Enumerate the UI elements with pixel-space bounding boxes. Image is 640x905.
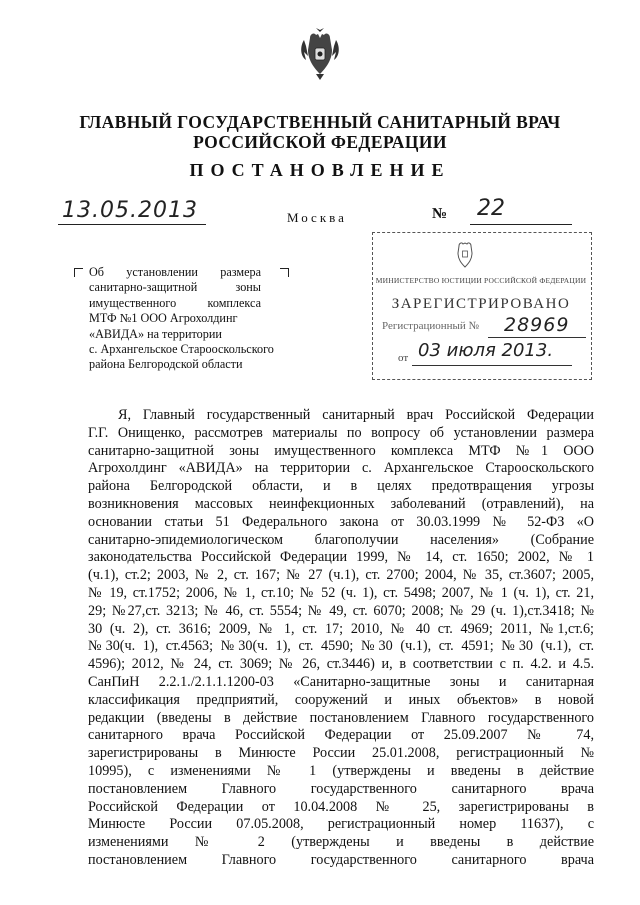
subject-line: МТФ №1 ООО Агрохолдинг: [89, 311, 238, 326]
body-line: возникновения массовых неинфекционных заболеваний (отравлений), на: [88, 495, 594, 512]
body-line: Российской Федерации от 10.04.2008 № 25, зарегистрированы в: [88, 798, 594, 815]
stamp-reg-date: 03 июля 2013.: [418, 340, 554, 361]
body-line: 30 (ч. 2), ст. 3616; 2009, № 1, ст. 17; 2010, № 40 ст. 4969; 2011, №1,ст.6;: [88, 620, 594, 637]
number-underline: [470, 224, 572, 225]
body-line: 29; №27,ст. 3213; № 46, ст. 5554; № 49, ст. 6070; 2008; № 29 (ч. 1),ст.3418; №: [88, 602, 594, 619]
body-line: Г.Г. Онищенко, рассмотрев материалы по вопросу об установлении размера: [88, 424, 594, 441]
body-line: 10995), с изменениями № 1 (утверждены и введены в действие: [88, 762, 594, 779]
document-date: 13.05.2013: [62, 198, 198, 223]
coat-of-arms-icon: [296, 26, 344, 82]
stamp-registered-text: ЗАРЕГИСТРИРОВАНО: [391, 296, 571, 312]
body-line: постановлением Главного государственного санитарного врача: [88, 851, 594, 868]
subject-line: Об установлении размера: [89, 265, 261, 279]
body-line: зарегистрированы в Минюсте России 25.01.2008, регистрационный №: [88, 745, 594, 762]
body-line: № 19, ст.1752; 2006, № 1, ст.10; № 52 (ч. 1), ст. 5498; 2007, № 1 (ч. 1), ст. 21,: [88, 584, 594, 601]
body-line: Минюсте России 07.05.2008, регистрационный номер 11637), с: [88, 816, 594, 833]
body-line: классификация предприятий, сооружений и иных объектов» в новой: [88, 691, 594, 708]
document-type-title: ПОСТАНОВЛЕНИЕ: [189, 160, 451, 180]
stamp-date-underline: [412, 365, 572, 366]
stamp-ministry-text: МИНИСТЕРСТВО ЮСТИЦИИ РОССИЙСКОЙ ФЕДЕРАЦИИ: [375, 276, 587, 285]
authority-title-line1: ГЛАВНЫЙ ГОСУДАРСТВЕННЫЙ САНИТАРНЫЙ ВРАЧ: [79, 112, 561, 132]
body-line: санитарно-эпидемиологическом благополучии населения» (Собрание: [88, 531, 594, 548]
document-number-label: №: [432, 206, 448, 222]
body-line: Агрохолдинг «АВИДА» на территории с. Архангельское Старооскольского: [88, 460, 594, 477]
body-line: основании статьи 51 Федерального закона от 30.03.1999 № 52-ФЗ «О: [88, 513, 594, 530]
body-line: №30(ч. 1), ст.4563; №30(ч. 1), ст. 4590; №30 (ч.1), ст. 4591; №30 (ч.1), ст.: [88, 638, 594, 655]
body-line: СанПиН 2.2.1./2.1.1.1200-03 «Санитарно-защитные зоны и санитарная: [88, 673, 594, 690]
document-subject: [89, 265, 299, 373]
body-line: законодательства Российской Федерации 1999, № 14, ст. 1650; 2002, № 1: [88, 549, 594, 566]
stamp-emblem-icon: [452, 240, 478, 270]
subject-corner-left: [74, 268, 83, 277]
body-line: санитарного врача Российской Федерации от 25.09.2007 № 74,: [88, 727, 594, 744]
body-line: санитарно-защитной зоны имущественного комплекса МТФ №1 ООО: [88, 442, 594, 459]
subject-line: с. Архангельское Старооскольского: [89, 342, 274, 357]
authority-title-line2: РОССИЙСКОЙ ФЕДЕРАЦИИ: [193, 132, 447, 152]
date-underline: [58, 224, 206, 225]
stamp-from-label: от: [398, 352, 409, 364]
document-number: 22: [477, 196, 505, 221]
stamp-reg-label: Регистрационный №: [382, 320, 480, 332]
body-line: района Белгородской области, и в целях предотвращения угрозы: [88, 478, 594, 495]
body-line: (ч.1), ст.2; 2003, № 2, ст. 167; № 27 (ч.1), ст. 2700; 2004, № 35, ст.3607; 2005,: [88, 567, 594, 584]
body-line: постановлением Главного государственного санитарного врача: [88, 780, 594, 797]
subject-line: «АВИДА» на территории: [89, 326, 222, 341]
body-line: редакции (введены в действие постановлением Главного государственного: [88, 709, 594, 726]
body-line: Я, Главный государственный санитарный врач Российской Федерации: [118, 407, 594, 423]
subject-line: имущественного комплекса: [89, 295, 261, 310]
body-line: изменениями № 2 (утверждены и введены в действие: [88, 834, 594, 851]
subject-line: санитарно-защитной зоны: [89, 280, 261, 295]
document-city: Москва: [287, 210, 347, 225]
subject-line: района Белгородской области: [89, 357, 243, 372]
stamp-reg-number: 28969: [504, 314, 570, 336]
body-line: 4596); 2012, № 24, ст. 3069; № 26, ст.3446) и, в соответствии с п. 4.2. и 4.5.: [88, 656, 594, 673]
stamp-reg-underline: [488, 337, 586, 338]
document-body: [88, 407, 594, 870]
